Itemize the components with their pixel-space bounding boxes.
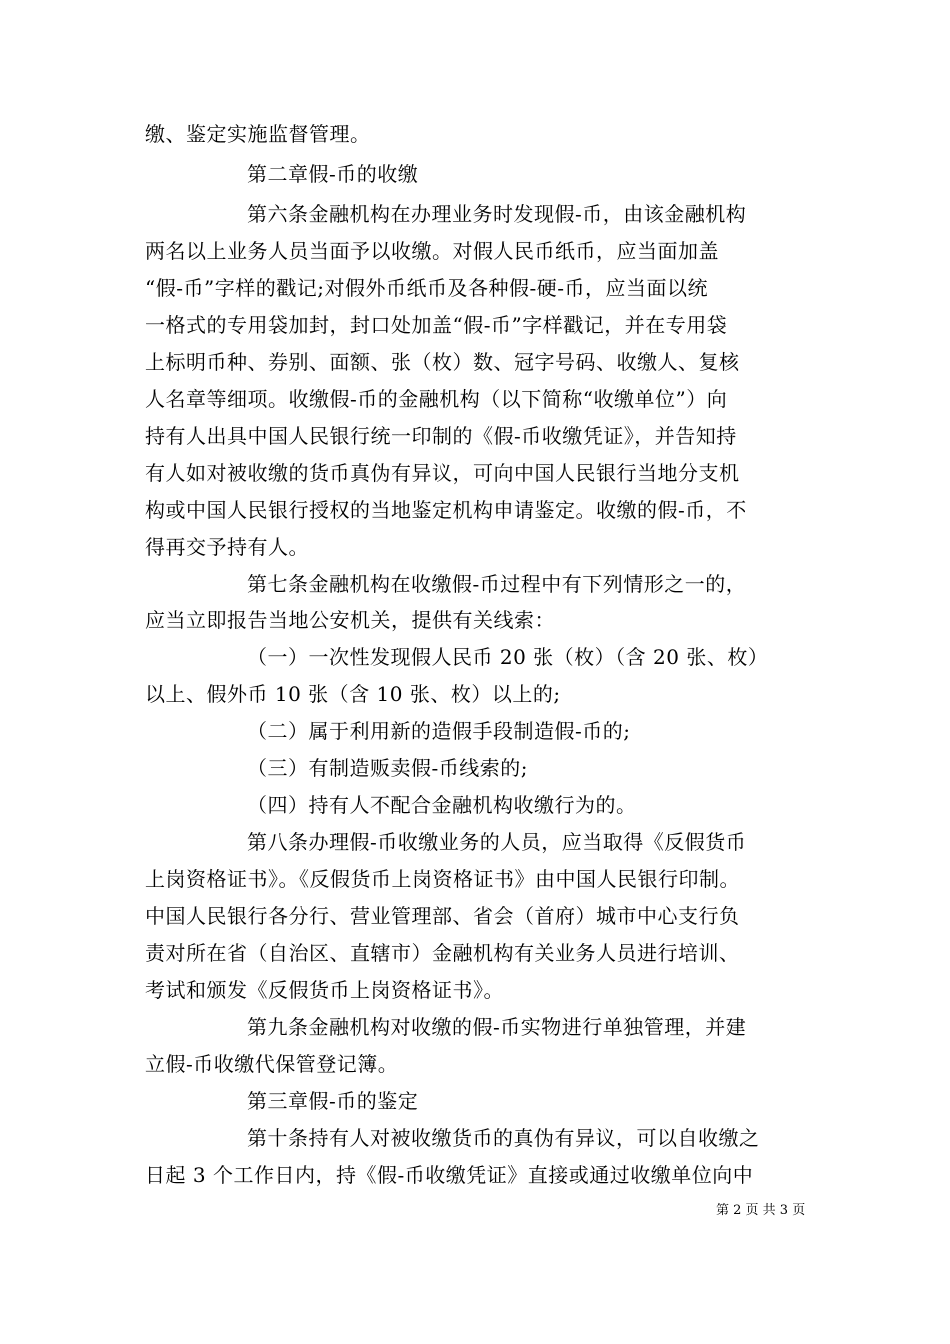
text-line: 应当立即报告当地公安机关，提供有关线索： [145,608,555,632]
text-line: 构或中国人民银行授权的当地鉴定机构申请鉴定。收缴的假-币，不 [145,498,747,522]
chapter-heading: 第二章假-币的收缴 [247,162,419,186]
text-line: 持有人出具中国人民银行统一印制的《假-币收缴凭证》，并告知持 [145,424,737,448]
text-line: 立假-币收缴代保管登记簿。 [145,1052,399,1076]
text-line: 日起 3 个工作日内，持《假-币收缴凭证》直接或通过收缴单位向中 [145,1163,754,1187]
text-line: 第六条金融机构在办理业务时发现假-币，由该金融机构 [247,202,747,226]
page-number: 第 2 页 共 3 页 [716,1203,806,1218]
text-line: 第八条办理假-币收缴业务的人员，应当取得《反假货币 [247,830,747,854]
text-line: 得再交予持有人。 [145,535,309,559]
text-line: 第九条金融机构对收缴的假-币实物进行单独管理，并建 [247,1015,747,1039]
text-line: 上岗资格证书》。《反假货币上岗资格证书》由中国人民银行印制。 [145,867,740,891]
text-line: 两名以上业务人员当面予以收缴。对假人民币纸币，应当面加盖 [145,239,719,263]
text-line: 一格式的专用袋加封，封口处加盖“假-币”字样戳记，并在专用袋 [145,313,728,337]
list-item: （四）持有人不配合金融机构收缴行为的。 [247,793,637,817]
text-line: 人名章等细项。收缴假-币的金融机构（以下简称“收缴单位”）向 [145,387,728,411]
chapter-heading: 第三章假-币的鉴定 [247,1089,419,1113]
text-line: 有人如对被收缴的货币真伪有异议，可向中国人民银行当地分支机 [145,461,740,485]
text-line: 缴、鉴定实施监督管理。 [145,122,371,146]
list-item: （二）属于利用新的造假手段制造假-币的; [247,719,631,743]
text-line: “假-币”字样的戳记;对假外币纸币及各种假-硬-币，应当面以统 [145,276,708,300]
text-line: 第七条金融机构在收缴假-币过程中有下列情形之一的， [247,572,747,596]
list-item: （三）有制造贩卖假-币线索的; [247,756,528,780]
text-line: 中国人民银行各分行、营业管理部、省会（首府）城市中心支行负 [145,904,740,928]
list-item: （一）一次性发现假人民币 20 张（枚）（含 20 张、枚） [247,645,769,669]
text-line: 第十条持有人对被收缴货币的真伪有异议，可以自收缴之 [247,1126,760,1150]
text-line: 考试和颁发《反假货币上岗资格证书》。 [145,978,504,1002]
text-line: 责对所在省（自治区、直辖市）金融机构有关业务人员进行培训、 [145,941,740,965]
text-line: 上标明币种、券别、面额、张（枚）数、冠字号码、收缴人、复核 [145,350,740,374]
text-line: 以上、假外币 10 张（含 10 张、枚）以上的; [145,682,561,706]
